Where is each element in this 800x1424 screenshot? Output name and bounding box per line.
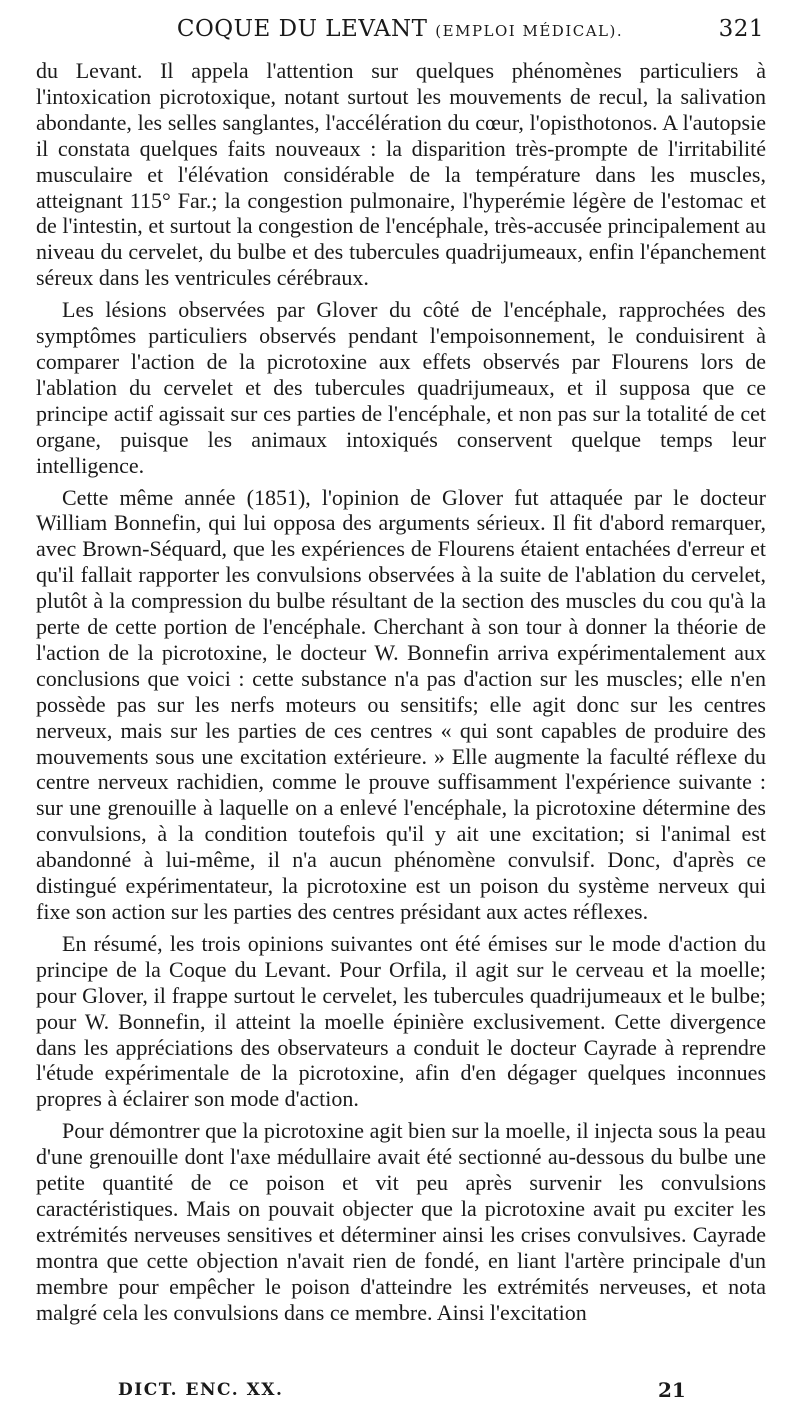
paragraph-2: Les lésions observées par Glover du côté de l'encéphale, rapprochées des symptômes particuliers observés pendant l'empoisonnement, le conduisirent à comparer l'action de la picrotoxine aux effets observés par Flourens lors de l'ablation du cervelet et des tubercules quadrijumeaux, et il supposa que ce principe actif agissait sur ces parties de l'encéphale, et non pas sur la totalité de cet organe, puisque les animaux intoxiqués conservent quelque temps leur intelligence. bbox=[36, 297, 766, 478]
running-title bbox=[36, 16, 764, 42]
paragraph-1: du Levant. Il appela l'attention sur quelques phénomènes particuliers à l'intoxication picrotoxique, notant surtout les mouvements de recul, la salivation abondante, les selles sanglantes, l'accélération du cœur, l'opisthotonos. A l'autopsie il constata quelques faits nouveaux : la disparition très-prompte de l'irritabilité musculaire et l'élévation considérable de la température dans les muscles, atteignant 115° Far.; la congestion pulmonaire, l'hyperémie légère de l'estomac et de l'intestin, et surtout la congestion de l'encéphale, très-accusée principalement au niveau du cervelet, du bulbe et des tubercules quadrijumeaux, enfin l'épanchement séreux dans les ventricules cérébraux. bbox=[36, 58, 766, 291]
paragraph-3: Cette même année (1851), l'opinion de Glover fut attaquée par le docteur William Bonnefin, qui lui opposa des arguments sérieux. Il fit d'abord remarquer, avec Brown-Séquard, que les expériences de Flourens étaient entachées d'erreur et qu'il fallait rapporter les convulsions observées à la suite de l'ablation du cervelet, plutôt à la compression du bulbe résultant de la section des muscles du cou qu'à la perte de cette portion de l'encéphale. Cherchant à son tour à donner la théorie de l'action de la picrotoxine, le docteur W. Bonnefin arriva expérimentalement aux conclusions que voici : cette substance n'a pas d'action sur les muscles; elle n'en possède pas sur les nerfs moteurs ou sensitifs; elle agit donc sur les centres nerveux, mais sur les parties de ces centres « qui sont capables de produire des mouvements sous une excitation extérieure. » Elle augmente la faculté réflexe du centre nerveux rachidien, comme le prouve suffisamment l'expérience suivante : sur une grenouille à laquelle on a enlevé l'encéphale, la picrotoxine détermine des convulsions, à la condition toutefois qu'il y ait une excitation; si l'animal est abandonné à lui-même, il n'a aucun phénomène convulsif. Donc, d'après ce distingué expérimentateur, la picrotoxine est un poison du système nerveux qui fixe son action sur les parties des centres présidant aux actes réflexes. bbox=[36, 484, 766, 924]
paragraph-5: Pour démontrer que la picrotoxine agit bien sur la moelle, il injecta sous la peau d'une grenouille dont l'axe médullaire avait été sectionné au-dessous du bulbe une petite quantité de ce poison et vit peu après survenir les convulsions caractéristiques. Mais on pouvait objecter que la picrotoxine avait pu exciter les extrémités nerveuses sensitives et déterminer ainsi les crises convulsives. Cayrade montra que cette objection n'avait rien de fondé, en liant l'artère principale d'un membre pour empêcher le poison d'atteindre les extrémités nerveuses, et nota malgré cela les convulsions dans ce membre. Ainsi l'excitation bbox=[36, 1118, 766, 1325]
body-text bbox=[36, 58, 766, 1332]
running-head bbox=[36, 16, 764, 56]
page-number: 321 bbox=[718, 16, 764, 42]
signature-mark: DICT. ENC. XX. bbox=[118, 1380, 284, 1400]
paragraph-4: En résumé, les trois opinions suivantes ont été émises sur le mode d'action du principe de la Coque du Levant. Pour Orfila, il agit sur le cerveau et la moelle; pour Glover, il frappe surtout le cervelet, les tubercules quadrijumeaux et le bulbe; pour W. Bonnefin, il atteint la moelle épinière exclusivement. Cette divergence dans les appréciations des observateurs a conduit le docteur Cayrade à reprendre l'étude expérimentale de la picrotoxine, afin d'en dégager quelques inconnues propres à éclairer son mode d'action. bbox=[36, 930, 766, 1112]
running-title-main: COQUE DU LEVANT bbox=[176, 16, 428, 42]
running-title-sub: (EMPLOI MÉDICAL). bbox=[435, 22, 624, 40]
page-footer bbox=[36, 1376, 764, 1406]
signature-number: 21 bbox=[658, 1378, 686, 1402]
